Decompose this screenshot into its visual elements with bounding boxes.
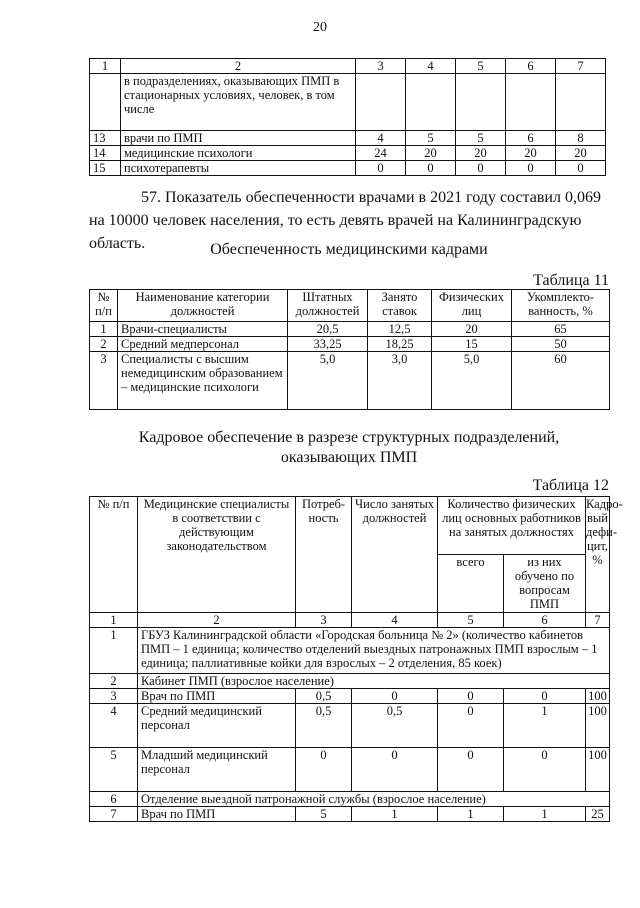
column-header: всего bbox=[438, 555, 504, 613]
cell-value: 100 bbox=[586, 689, 610, 704]
heading-line: Кадровое обеспечение в разрезе структурных подразделений, bbox=[138, 429, 560, 446]
page-number: 20 bbox=[313, 20, 327, 35]
cell-value: 6 bbox=[506, 131, 556, 146]
row-name: врачи по ПМП bbox=[121, 131, 356, 146]
row-name: в подразделениях, оказывающих ПМП в стационарных условиях, человек, в том числе bbox=[121, 74, 356, 131]
cell-value: 20,5 bbox=[288, 322, 368, 337]
cell-value: 15 bbox=[432, 337, 512, 352]
paragraph-line: 57. Показатель обеспеченности врачами в 2021 году составил 0,069 bbox=[141, 189, 601, 206]
column-header: из них обучено по вопросам ПМП bbox=[504, 555, 586, 613]
table-caption: Таблица 12 bbox=[532, 477, 609, 494]
section-heading: Обеспеченность медицинскими кадрами bbox=[210, 241, 488, 258]
column-group-header: Количество физических лиц основных работников на занятых должностях bbox=[438, 497, 586, 555]
cell-value: 100 bbox=[586, 748, 610, 792]
column-number: 2 bbox=[138, 613, 296, 628]
column-number: 7 bbox=[586, 613, 610, 628]
cell-value: 24 bbox=[356, 146, 406, 161]
column-number: 4 bbox=[352, 613, 438, 628]
table-row bbox=[90, 161, 606, 176]
table-row bbox=[90, 689, 610, 704]
column-header: № п/п bbox=[90, 290, 118, 322]
column-header: Потреб-ность bbox=[296, 497, 352, 613]
heading-line: оказывающих ПМП bbox=[280, 449, 418, 466]
cell-value: 5,0 bbox=[288, 352, 368, 410]
row-number bbox=[90, 74, 121, 131]
column-number: 7 bbox=[556, 59, 606, 74]
section-title: Отделение выездной патронажной службы (взрослое население) bbox=[138, 792, 610, 807]
row-number: 3 bbox=[90, 689, 138, 704]
column-number: 5 bbox=[456, 59, 506, 74]
cell-value: 50 bbox=[512, 337, 610, 352]
table-row bbox=[90, 807, 610, 822]
cell-value: 3,0 bbox=[368, 352, 432, 410]
row-name: Врач по ПМП bbox=[138, 807, 296, 822]
table-header-row bbox=[90, 497, 610, 555]
table-section-row bbox=[90, 628, 610, 674]
column-header: № п/п bbox=[90, 497, 138, 613]
row-name: Врачи-специалисты bbox=[118, 322, 288, 337]
cell-value: 20 bbox=[432, 322, 512, 337]
row-number: 13 bbox=[90, 131, 121, 146]
cell-value: 100 bbox=[586, 704, 610, 748]
cell-value: 0 bbox=[356, 161, 406, 176]
cell-value: 0 bbox=[352, 689, 438, 704]
row-number: 2 bbox=[90, 674, 138, 689]
cell-value: 20 bbox=[456, 146, 506, 161]
continuation-table bbox=[89, 58, 606, 176]
column-number: 1 bbox=[90, 59, 121, 74]
cell-value: 1 bbox=[504, 807, 586, 822]
cell-value: 0 bbox=[406, 161, 456, 176]
cell-value: 5 bbox=[406, 131, 456, 146]
row-number: 6 bbox=[90, 792, 138, 807]
cell-value: 0 bbox=[438, 689, 504, 704]
table-row bbox=[90, 322, 610, 337]
row-number: 2 bbox=[90, 337, 118, 352]
cell-value: 60 bbox=[512, 352, 610, 410]
cell-value: 0,5 bbox=[296, 689, 352, 704]
row-number: 15 bbox=[90, 161, 121, 176]
row-number: 5 bbox=[90, 748, 138, 792]
cell-value: 12,5 bbox=[368, 322, 432, 337]
row-name: медицинские психологи bbox=[121, 146, 356, 161]
table-section-row bbox=[90, 674, 610, 689]
column-header: Занято ставок bbox=[368, 290, 432, 322]
paragraph-line: на 10000 человек населения, то есть девять врачей на Калининградскую область. bbox=[89, 212, 582, 252]
section-heading bbox=[89, 428, 609, 468]
table-row bbox=[90, 352, 610, 410]
column-numbers-row bbox=[90, 613, 610, 628]
column-header: Наименование категории должностей bbox=[118, 290, 288, 322]
table-header-row bbox=[90, 59, 606, 74]
cell-value: 5 bbox=[456, 131, 506, 146]
table-row bbox=[90, 748, 610, 792]
column-number: 4 bbox=[406, 59, 456, 74]
cell-value: 8 bbox=[556, 131, 606, 146]
structural-staffing-table bbox=[89, 496, 623, 822]
column-number: 6 bbox=[504, 613, 586, 628]
row-name: Средний медицинский персонал bbox=[138, 704, 296, 748]
cell-value: 65 bbox=[512, 322, 610, 337]
table-header-row bbox=[90, 290, 610, 322]
column-number: 3 bbox=[356, 59, 406, 74]
staffing-table bbox=[89, 289, 610, 410]
column-number: 2 bbox=[121, 59, 356, 74]
row-number: 4 bbox=[90, 704, 138, 748]
cell-value: 33,25 bbox=[288, 337, 368, 352]
row-name: Специалисты с высшим немедицинским образованием – медицинские психологи bbox=[118, 352, 288, 410]
cell-value: 25 bbox=[586, 807, 610, 822]
row-number: 1 bbox=[90, 322, 118, 337]
cell-value: 0 bbox=[296, 748, 352, 792]
table-row bbox=[90, 74, 606, 131]
cell-value: 20 bbox=[506, 146, 556, 161]
row-number: 14 bbox=[90, 146, 121, 161]
column-number: 5 bbox=[438, 613, 504, 628]
row-name: Средний медперсонал bbox=[118, 337, 288, 352]
column-number: 3 bbox=[296, 613, 352, 628]
cell-value: 0 bbox=[352, 748, 438, 792]
row-name: Врач по ПМП bbox=[138, 689, 296, 704]
cell-value: 1 bbox=[438, 807, 504, 822]
cell-value: 5,0 bbox=[432, 352, 512, 410]
column-header: Штатных должностей bbox=[288, 290, 368, 322]
table-row bbox=[90, 337, 610, 352]
cell-value: 0 bbox=[556, 161, 606, 176]
cell-value: 20 bbox=[406, 146, 456, 161]
table-caption: Таблица 11 bbox=[533, 272, 609, 289]
cell-value: 0,5 bbox=[352, 704, 438, 748]
cell-value: 0 bbox=[504, 689, 586, 704]
table-row bbox=[90, 146, 606, 161]
column-header: Число занятых должностей bbox=[352, 497, 438, 613]
cell-value: 20 bbox=[556, 146, 606, 161]
table-section-row bbox=[90, 792, 610, 807]
row-number: 3 bbox=[90, 352, 118, 410]
column-header: Медицинские специалисты в соответствии с действующим законодательством bbox=[138, 497, 296, 613]
cell-value: 5 bbox=[296, 807, 352, 822]
cell-value: 18,25 bbox=[368, 337, 432, 352]
cell-value: 4 bbox=[356, 131, 406, 146]
cell-value: 0 bbox=[504, 748, 586, 792]
table-row bbox=[90, 704, 610, 748]
cell-value: 1 bbox=[504, 704, 586, 748]
row-name: психотерапевты bbox=[121, 161, 356, 176]
column-header: Укомплекто-ванность, % bbox=[512, 290, 610, 322]
cell-value: 0 bbox=[438, 748, 504, 792]
row-number: 1 bbox=[90, 628, 138, 674]
column-header: Кадро-вый дефи-цит, % bbox=[586, 497, 610, 613]
column-number: 1 bbox=[90, 613, 138, 628]
column-header: Физических лиц bbox=[432, 290, 512, 322]
column-number: 6 bbox=[506, 59, 556, 74]
section-title: ГБУЗ Калининградской области «Городская больница № 2» (количество кабинетов ПМП – 1 единица; количество отделений выездных патронажных ПМП взрослым – 1 единица; паллиативные койки для взрослых – 2 отделения, 85 коек) bbox=[138, 628, 610, 674]
table-row bbox=[90, 131, 606, 146]
section-title: Кабинет ПМП (взрослое население) bbox=[138, 674, 610, 689]
cell-value: 0 bbox=[506, 161, 556, 176]
row-number: 7 bbox=[90, 807, 138, 822]
cell-value: 0,5 bbox=[296, 704, 352, 748]
cell-value: 0 bbox=[456, 161, 506, 176]
cell-value: 1 bbox=[352, 807, 438, 822]
cell-value: 0 bbox=[438, 704, 504, 748]
row-name: Младший медицинский персонал bbox=[138, 748, 296, 792]
